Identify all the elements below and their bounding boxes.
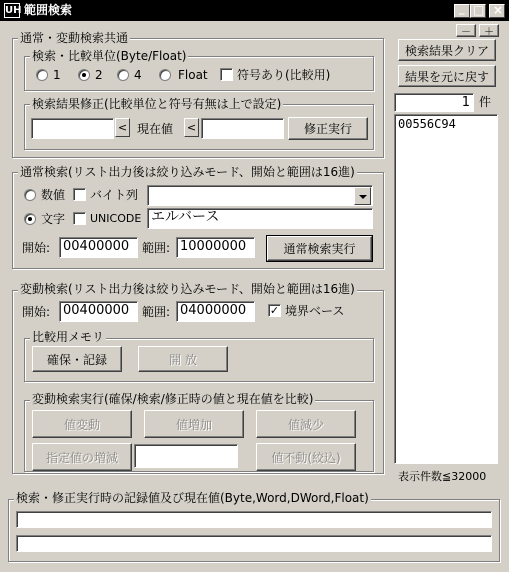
window-title: 範囲検索 [24,3,73,17]
unicode-checkbox[interactable] [73,211,145,226]
unit-radio-2[interactable] [78,68,118,82]
increase-by-value-input[interactable] [134,444,238,468]
radio-icon [78,69,90,81]
restore-results-button[interactable]: 結果を元に戻す [398,65,496,87]
log-group-title: 検索・修正実行時の記録値及び現在値(Byte,Word,DWord,Float) [16,491,369,505]
minimize-button[interactable] [454,4,470,18]
normal-start-label: 開始: [22,241,51,255]
current-value-label: 現在値 [137,122,174,136]
unit-radio-float[interactable] [159,68,209,82]
boundary-base-checkbox[interactable] [268,304,368,319]
boundary-base-label: 境界ベース [285,304,345,318]
signed-label: 符号あり(比較用) [237,68,331,82]
maximize-icon: □ [473,3,485,17]
radio-icon [36,69,48,81]
text-value-input[interactable]: エルバース [147,208,373,229]
max-display-label: 表示件数≦32000 [398,470,487,483]
unit-label-2: 2 [95,68,103,82]
radio-icon [24,213,36,225]
normal-range-input[interactable]: 10000000 [176,237,255,258]
byte-array-checkbox[interactable] [73,187,143,202]
close-icon: × [493,3,504,17]
maximize-button[interactable] [470,4,486,18]
radio-icon [159,69,171,81]
increase-by-value-button[interactable]: 指定値の増減 [32,443,132,471]
app-icon: UH [5,5,22,16]
variable-range-input[interactable]: 04000000 [176,301,255,322]
title-bar[interactable] [0,0,509,21]
value-unchanged-button[interactable]: 値不動(絞込) [256,443,356,471]
list-item[interactable]: 00556C94 [398,117,456,131]
log-line-2 [16,535,492,552]
value-changed-button[interactable]: 値変動 [32,410,132,438]
unit-group-title: 検索・比較単位(Byte/Float) [32,49,187,63]
unicode-label: UNICODE [90,212,142,225]
numeric-value-combo[interactable] [147,185,373,206]
value-increased-button[interactable]: 値増加 [144,410,244,438]
copy-right-button[interactable]: < [184,118,199,137]
fix-group-title: 検索結果修正(比較単位と符号有無は上で設定) [32,97,282,111]
signed-checkbox[interactable] [220,67,370,82]
unit-label-float: Float [178,68,208,82]
count-unit-label: 件 [479,95,492,109]
memory-group-title: 比較用メモリ [32,330,105,344]
checkbox-icon [220,68,233,81]
release-button[interactable]: 開 放 [138,346,228,372]
check-mark-icon: ✓ [269,304,280,317]
result-count-field: 1 [394,93,474,112]
clear-results-button[interactable]: 検索結果クリア [398,39,496,61]
common-group-title: 通常・変動検索共通 [20,31,129,45]
variable-start-label: 開始: [22,305,51,319]
unit-label-1: 1 [53,68,61,82]
shrink-button[interactable]: － [456,24,476,37]
radio-numeric[interactable] [24,188,70,202]
normal-search-title: 通常検索(リスト出力後は絞り込みモード、開始と範囲は16進) [20,165,355,179]
radio-icon [24,189,36,201]
result-list[interactable] [394,114,498,464]
secure-record-button[interactable]: 確保・記録 [32,346,122,372]
radio-text[interactable] [24,212,70,226]
minimize-icon: _ [459,2,465,15]
normal-range-label: 範囲: [142,241,171,255]
expand-button[interactable]: ＋ [479,24,499,37]
unit-radio-4[interactable] [117,68,157,82]
radio-text-label: 文字 [41,212,66,226]
variable-search-title: 変動検索(リスト出力後は絞り込みモード、開始と範囲は16進) [20,282,355,296]
radio-numeric-label: 数値 [41,188,66,202]
value-decreased-button[interactable]: 値減少 [256,410,356,438]
copy-left-button[interactable]: < [115,118,130,137]
fix-execute-button[interactable]: 修正実行 [288,117,368,140]
normal-start-input[interactable]: 00400000 [59,237,138,258]
log-line-1 [16,511,492,528]
variable-start-input[interactable]: 00400000 [59,301,138,322]
byte-array-label: バイト列 [90,188,139,202]
close-button[interactable] [489,4,505,18]
current-value-input[interactable] [201,118,284,139]
checkbox-icon [73,188,86,201]
variable-range-label: 範囲: [142,305,171,319]
checkbox-icon [73,212,86,225]
fix-value-input[interactable] [31,118,114,139]
log-group [8,499,500,562]
normal-search-button[interactable]: 通常検索実行 [267,236,372,261]
dropdown-arrow-icon[interactable] [354,187,371,205]
unit-radio-1[interactable] [36,68,76,82]
variable-exec-title: 変動検索実行(確保/検索/修正時の値と現在値を比較) [32,392,314,406]
radio-icon [117,69,129,81]
unit-label-4: 4 [134,68,142,82]
